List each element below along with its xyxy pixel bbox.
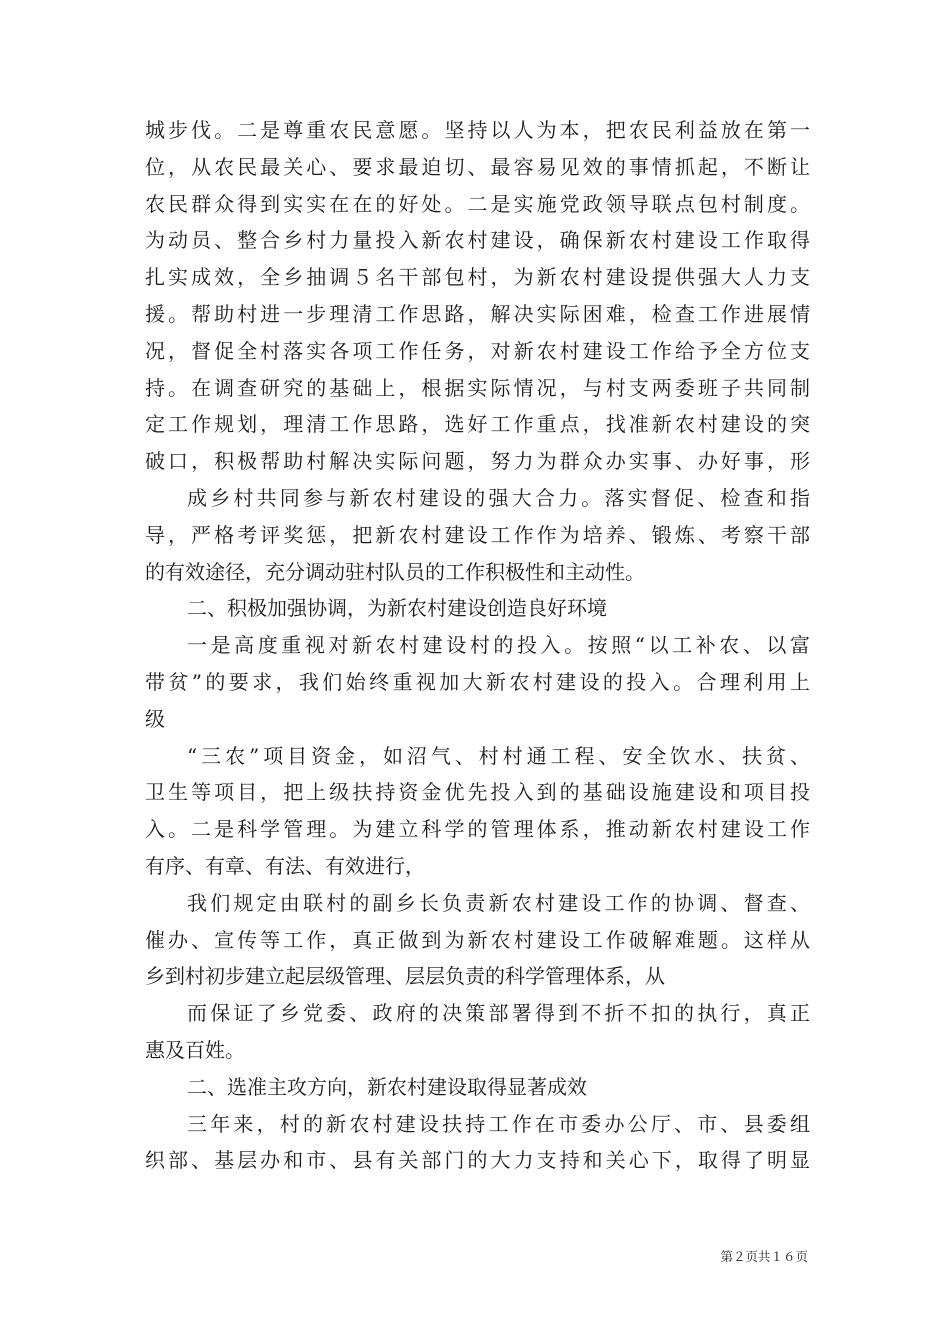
text-line: 导，严格考评奖惩，把新农村建设工作作为培养、锻炼、考察干部 bbox=[145, 522, 810, 547]
text-line: 我们规定由联村的副乡长负责新农村建设工作的协调、督查、 bbox=[187, 890, 810, 915]
text-line: 而保证了乡党委、政府的决策部署得到不折不扣的执行，真正 bbox=[187, 1001, 810, 1026]
text-line: 城步伐。二是尊重农民意愿。坚持以人为本，把农民利益放在第一 bbox=[145, 118, 810, 142]
text-line: 援。帮助村进一步理清工作思路，解决实际困难，检查工作进展情 bbox=[145, 301, 810, 326]
text-line: 成乡村共同参与新农村建设的强大合力。落实督促、检查和指 bbox=[187, 485, 810, 510]
text-line: 持。在调查研究的基础上，根据实际情况，与村支两委班子共同制 bbox=[145, 375, 810, 400]
document-body bbox=[145, 112, 810, 1179]
text-line: 二、积极加强协调，为新农村建设创造良好环境 bbox=[187, 596, 607, 621]
text-line: 一是高度重视对新农村建设村的投入。按照“以工补农、以富 bbox=[187, 633, 810, 658]
text-line: 二、选准主攻方向，新农村建设取得显著成效 bbox=[187, 1074, 587, 1099]
text-line: 破口，积极帮助村解决实际问题，努力为群众办实事、办好事，形 bbox=[145, 449, 810, 474]
text-line: 为动员、整合乡村力量投入新农村建设，确保新农村建设工作取得 bbox=[145, 228, 810, 253]
text-line: 惠及百姓。 bbox=[145, 1037, 245, 1062]
text-line: 定工作规划，理清工作思路，选好工作重点，找准新农村建设的突 bbox=[145, 412, 810, 437]
text-line: 三年来，村的新农村建设扶持工作在市委办公厅、市、县委组 bbox=[187, 1111, 810, 1136]
text-line: 带贫”的要求，我们始终重视加大新农村建设的投入。合理利用上 bbox=[145, 669, 810, 694]
text-line: 况，督促全村落实各项工作任务，对新农村建设工作给予全方位支 bbox=[145, 338, 810, 363]
text-line: 织部、基层办和市、县有关部门的大力支持和关心下，取得了明显 bbox=[145, 1148, 810, 1173]
text-line: 的有效途径，充分调动驻村队员的工作积极性和主动性。 bbox=[145, 559, 645, 584]
text-line: 扎实成效，全乡抽调５名干部包村，为新农村建设提供强大人力支 bbox=[145, 265, 810, 290]
text-line: 乡到村初步建立起层级管理、层层负责的科学管理体系，从 bbox=[145, 964, 665, 989]
text-line: 有序、有章、有法、有效进行， bbox=[145, 853, 425, 878]
text-line: 催办、宣传等工作，真正做到为新农村建设工作破解难题。这样从 bbox=[145, 927, 810, 952]
text-line: 位，从农民最关心、要求最迫切、最容易见效的事情抓起，不断让 bbox=[145, 154, 810, 179]
text-line: 卫生等项目，把上级扶持资金优先投入到的基础设施建设和项目投 bbox=[145, 780, 810, 805]
text-line: “三农”项目资金，如沼气、村村通工程、安全饮水、扶贫、 bbox=[187, 743, 810, 768]
text-line: 农民群众得到实实在在的好处。二是实施党政领导联点包村制度。 bbox=[145, 191, 810, 216]
text-line: 入。二是科学管理。为建立科学的管理体系，推动新农村建设工作 bbox=[145, 817, 810, 842]
page-number: 第２页共１６页 bbox=[720, 1249, 808, 1264]
text-line: 级 bbox=[145, 706, 165, 731]
